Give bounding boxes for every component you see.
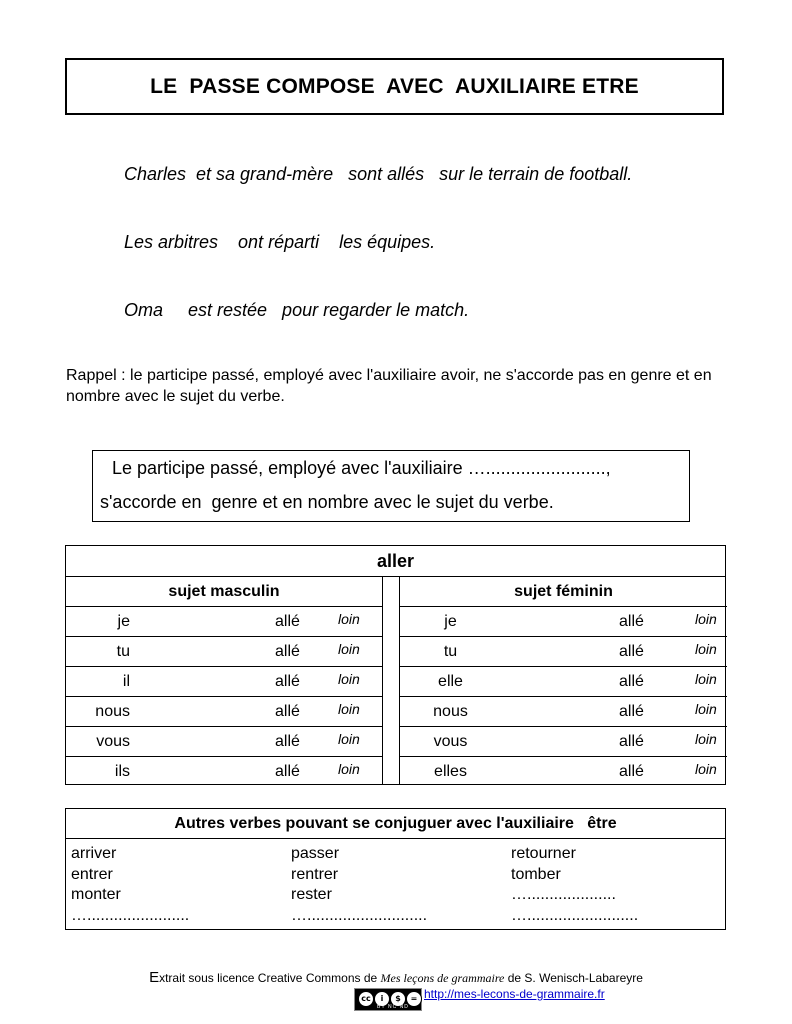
table-row	[400, 607, 727, 637]
pronoun: je	[444, 613, 457, 630]
by-icon: i	[374, 991, 390, 1007]
list-item: retourner	[511, 845, 576, 862]
adverb: loin	[695, 641, 717, 657]
creative-commons-badge[interactable]	[354, 988, 422, 1011]
list-item: …....................	[511, 886, 616, 903]
list-item: tomber	[511, 865, 561, 883]
pronoun: nous	[95, 703, 130, 720]
adverb: loin	[695, 671, 717, 687]
verb-column-3	[511, 844, 638, 926]
rule-line-2: s'accorde en genre et en nombre avec le sujet du verbe.	[100, 492, 554, 512]
nc-icon: $	[390, 991, 406, 1007]
verb-form: allé	[619, 763, 644, 780]
rule-box	[92, 450, 690, 522]
list-item: …...........................	[291, 906, 428, 924]
page-title: LE PASSE COMPOSE AVEC AUXILIAIRE ETRE	[65, 58, 724, 115]
table-row	[66, 727, 382, 757]
footer-author: de S. Wenisch-Labareyre	[504, 971, 643, 985]
pronoun: il	[122, 673, 130, 690]
conjugation-verb-title: aller	[66, 546, 725, 577]
example-sentence-3: Oma est restée pour regarder le match.	[124, 300, 470, 320]
table-row	[400, 697, 727, 727]
footer-initial: E	[149, 969, 160, 986]
adverb: loin	[338, 641, 360, 657]
verb-form: allé	[275, 703, 300, 720]
site-link[interactable]: http://mes-lecons-de-grammaire.fr	[424, 987, 605, 1001]
pronoun: tu	[116, 643, 130, 660]
license-footer	[0, 969, 792, 986]
table-row	[66, 697, 382, 727]
footer-book-title: Mes leçons de grammaire	[380, 971, 505, 985]
pronoun: tu	[443, 643, 458, 660]
pronoun: vous	[96, 733, 130, 750]
list-item: passer	[291, 845, 340, 862]
list-item: ….........................	[511, 906, 639, 924]
adverb: loin	[338, 701, 360, 717]
verb-form: allé	[619, 613, 644, 630]
verb-form: allé	[275, 763, 300, 780]
list-item: rester	[291, 886, 332, 903]
masculine-column	[66, 577, 383, 784]
adverb: loin	[695, 761, 717, 777]
table-row	[400, 757, 727, 787]
pronoun: vous	[433, 733, 468, 750]
example-sentence-2: Les arbitres ont réparti les équipes.	[124, 232, 436, 252]
feminine-column	[399, 577, 727, 784]
nd-icon: =	[406, 991, 422, 1007]
pronoun: elle	[438, 673, 463, 690]
cc-icon: cc	[358, 991, 374, 1007]
footer-prefix: xtrait sous licence Creative Commons de	[159, 971, 381, 985]
other-verbs-title: Autres verbes pouvant se conjuguer avec l'auxiliaire être	[66, 809, 725, 839]
verb-column-2	[291, 844, 427, 926]
other-verbs-table	[65, 808, 726, 930]
adverb: loin	[695, 731, 717, 747]
verb-form: allé	[275, 613, 300, 630]
table-row	[400, 727, 727, 757]
adverb: loin	[338, 671, 360, 687]
conjugation-table	[65, 545, 726, 785]
badge-label: BY NC ND	[377, 1004, 409, 1010]
table-row	[66, 637, 382, 667]
adverb: loin	[695, 611, 717, 627]
table-row	[66, 607, 382, 637]
table-row	[66, 667, 382, 697]
verb-form: allé	[619, 643, 644, 660]
list-item: arriver	[71, 845, 117, 862]
verb-form: allé	[619, 703, 644, 720]
masculine-header: sujet masculin	[66, 577, 382, 607]
adverb: loin	[338, 611, 360, 627]
verb-form: allé	[619, 673, 644, 690]
list-item: monter	[71, 886, 121, 903]
table-row	[400, 637, 727, 667]
adverb: loin	[338, 761, 360, 777]
verb-column-1	[71, 844, 189, 926]
list-item: rentrer	[291, 865, 339, 883]
rappel-note: Rappel : le participe passé, employé avec l'auxiliaire avoir, ne s'accorde pas en genre et en nombre avec le sujet du verbe.	[66, 367, 712, 405]
verb-form: allé	[619, 733, 644, 750]
pronoun: ils	[114, 763, 130, 780]
table-row	[66, 757, 382, 787]
feminine-header: sujet féminin	[400, 577, 727, 607]
list-item: entrer	[71, 865, 113, 883]
adverb: loin	[338, 731, 360, 747]
pronoun: je	[117, 613, 130, 630]
example-sentence-1: Charles et sa grand-mère sont allés sur le terrain de football.	[124, 164, 633, 184]
verb-form: allé	[275, 643, 300, 660]
table-row	[400, 667, 727, 697]
list-item: ….......................	[71, 906, 190, 924]
verb-form: allé	[275, 733, 300, 750]
pronoun: nous	[433, 703, 468, 720]
verb-form: allé	[275, 673, 300, 690]
pronoun: elles	[434, 763, 467, 780]
rule-line-1: Le participe passé, employé avec l'auxiliaire …........................,	[112, 458, 611, 478]
adverb: loin	[695, 701, 717, 717]
